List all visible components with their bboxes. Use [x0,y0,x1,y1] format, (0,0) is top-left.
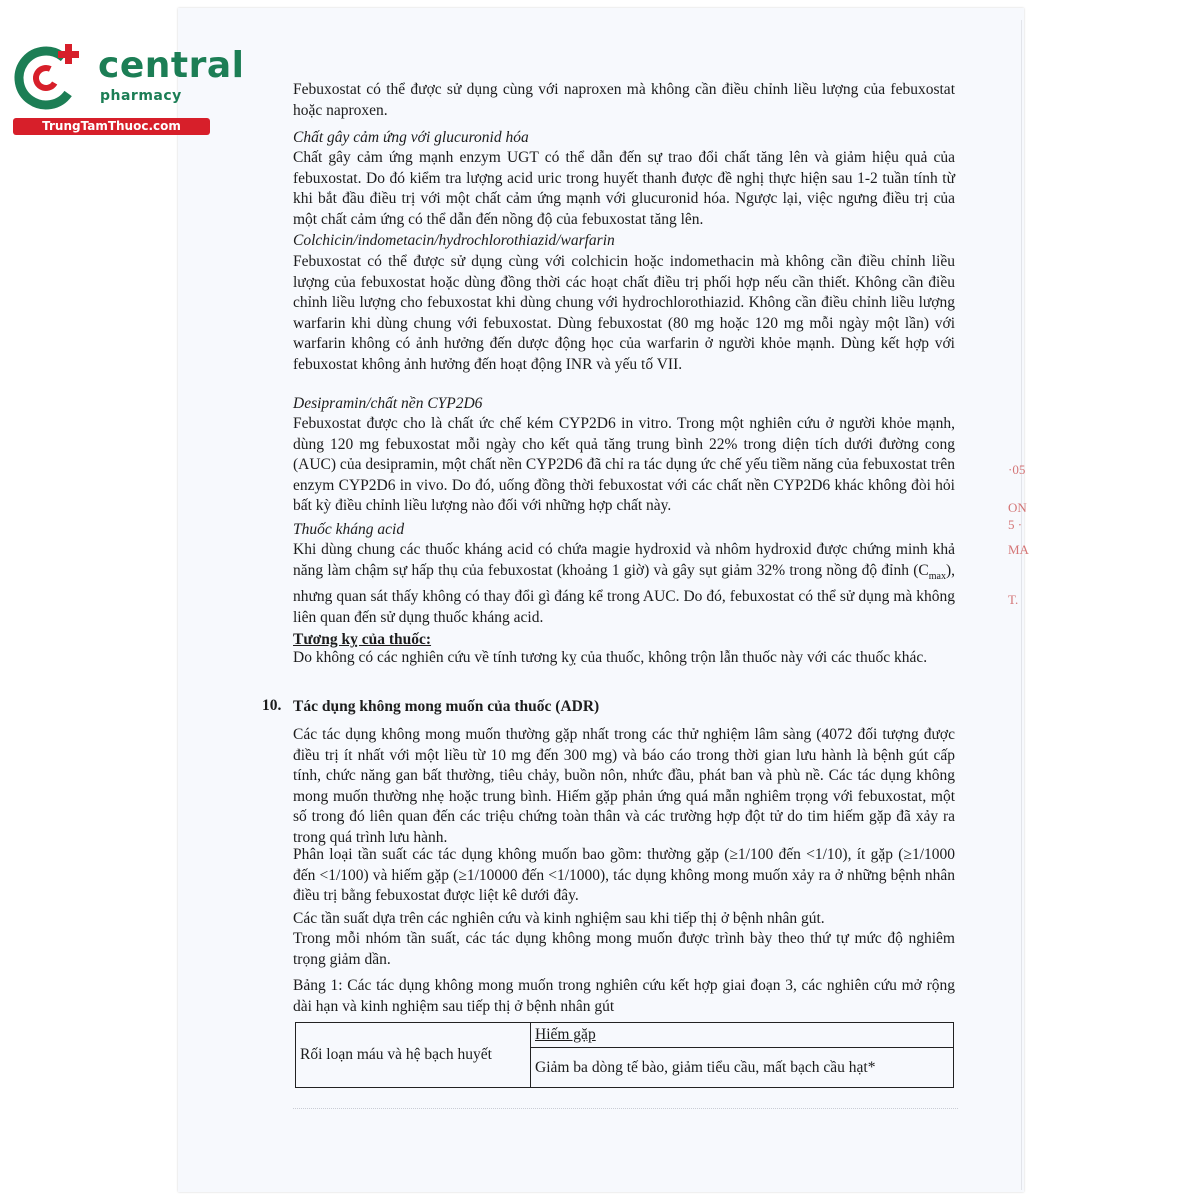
stamp-fragment: 5 · [1008,517,1023,532]
paragraph-naproxen: Febuxostat có thể được sử dụng cùng với naproxen mà không cần điều chỉnh liều lượng của febuxostat hoặc naproxen. [293,81,955,119]
paragraph-desipramin: Febuxostat được cho là chất ức chế kém CYP2D6 in vitro. Trong một nghiên cứu ở người khỏe mạnh, dùng 120 mg febuxostat mỗi ngày cho kết quả tăng trung bình 22% trong diện tích dưới đường cong (AUC) của desipramin, một chất nền CYP2D6 đã chỉ ra tác dụng ức chế yếu tiềm năng của febuxostat trên enzym CYP2D6 in vivo. Do đó, uống đồng thời febuxostat với các chất nền CYP2D6 khác không đòi hỏi bất kỳ điều chỉnh liều lượng nào đối với những hợp chất này. [293,415,955,515]
paragraph-adr-1: Các tác dụng không mong muốn thường gặp nhất trong các thử nghiệm lâm sàng (4072 đối tượng được điều trị ít nhất với một liều từ 10 mg đến 300 mg) và báo cáo trong thời gian lưu hành là bệnh gút cấp tính, chức năng gan bất thường, tiêu chảy, buồn nôn, nhức đầu, phát ban và phù nề. Các tác dụng không mong muốn thường nhẹ hoặc trung bình. Hiếm gặp phản ứng quá mẫn nghiêm trọng với febuxostat, một số trong đó liên quan đến các triệu chứng toàn thân và các trường hợp đột tử do tim hiếm gặp đã xảy ra trong quá trình lưu hành. [293,726,955,846]
table-caption: Bảng 1: Các tác dụng không mong muốn trong nghiên cứu kết hợp giai đoạn 3, các nghiên cứu mở rộng dài hạn và kinh nghiệm sau tiếp thị ở bệnh nhân gút [293,977,955,1015]
table-cell-system-organ: Rối loạn máu và hệ bạch huyết [296,1023,531,1088]
heading-antacid: Thuốc kháng acid [293,521,405,538]
antacid-text-b: ), nhưng quan sát thấy không có thay đổi gì đáng kể trong AUC. Do đó, febuxostat có thể sử dụng mà không liên quan đến sử dụng thuốc kháng acid. [293,561,955,626]
stamp-fragment: ·05 [1008,462,1026,477]
section-title-adr: Tác dụng không mong muốn của thuốc (ADR) [293,698,600,715]
central-pharmacy-logo[interactable] [10,38,245,138]
stamp-fragment: MA [1008,542,1029,557]
stamp-fragment: ON [1008,500,1027,515]
paragraph-adr-3: Các tần suất dựa trên các nghiên cứu và kinh nghiệm sau khi tiếp thị ở bệnh nhân gút. [293,910,825,927]
table-cell-effects: Giảm ba dòng tế bào, giảm tiểu cầu, mất bạch cầu hạt* [531,1048,954,1088]
heading-desipramin: Desipramin/chất nền CYP2D6 [293,395,483,412]
heading-tuong-ky: Tương kỵ của thuốc: [293,631,432,648]
paragraph-adr-4: Trong mỗi nhóm tần suất, các tác dụng không mong muốn được trình bày theo thứ tự mức độ nghiêm trọng giảm dần. [293,930,955,968]
antacid-text-a: Khi dùng chung các thuốc kháng acid có chứa magie hydroxid và nhôm hydroxid được chứng minh khả năng làm chậm sự hấp thụ của febuxostat (khoảng 1 giờ) và gây sụt giảm 32% trong nồng độ đỉnh (C [293,541,955,579]
paragraph-glucuronid: Chất gây cảm ứng mạnh enzym UGT có thể dẫn đến sự trao đổi chất tăng lên và giảm hiệu quả của febuxostat. Do đó kiểm tra lượng acid uric trong huyết thanh được đề nghị thực hiện sau 1-2 tuần tính từ khi bắt đầu điều trị với một chất cảm ứng mạnh với glucuronid hóa. Ngược lại, việc ngưng điều trị của một chất cảm ứng có thể dẫn đến nồng độ của febuxostat tăng lên. [293,149,955,228]
logo-sub-text: pharmacy [100,88,182,104]
heading-glucuronid: Chất gây cảm ứng với glucuronid hóa [293,129,529,146]
adr-table [295,1022,954,1088]
logo-site-badge: TrungTamThuoc.com [13,118,210,135]
page-edge [1021,20,1022,1190]
section-number: 10. [262,697,282,714]
logo-brand-text: central [98,45,245,86]
paragraph-adr-2: Phân loại tần suất các tác dụng không muốn bao gồm: thường gặp (≥1/100 đến <1/10), ít gặp (≥1/1000 đến <1/100) và hiếm gặp (≥1/10000 đến <1/1000), tác dụng không mong muốn xảy ra ở những bệnh nhân điều trị bằng febuxostat được liệt kê dưới đây. [293,846,955,905]
cmax-subscript: max [928,570,946,582]
table-row [296,1023,954,1048]
stamp-fragment: T. [1008,592,1019,607]
page-bottom-divider [293,1108,958,1109]
pharmacy-cross-icon [10,38,90,118]
paragraph-antacid [293,540,955,628]
heading-colchicin: Colchicin/indometacin/hydrochlorothiazid/warfarin [293,232,615,249]
table-cell-frequency: Hiếm gặp [531,1023,954,1048]
paragraph-tuong-ky: Do không có các nghiên cứu về tính tương kỵ của thuốc, không trộn lẫn thuốc này với các thuốc khác. [293,649,928,666]
paragraph-colchicin: Febuxostat có thể được sử dụng cùng với colchicin hoặc indomethacin mà không cần điều chỉnh liều lượng của febuxostat hoặc dùng đồng thời các hoạt chất điều trị phối hợp nếu cần thiết. Không cần điều chỉnh liều lượng cho febuxostat khi dùng chung với hydrochlorothiazid. Không cần điều chỉnh liều lượng warfarin khi dùng chung với febuxostat. Dùng febuxostat (80 mg hoặc 120 mg mỗi ngày một lần) với warfarin không có ảnh hưởng đến dược động học của warfarin ở người khỏe mạnh. Dùng kết hợp với febuxostat không ảnh hưởng đến hoạt động INR và yếu tố VII. [293,253,955,373]
